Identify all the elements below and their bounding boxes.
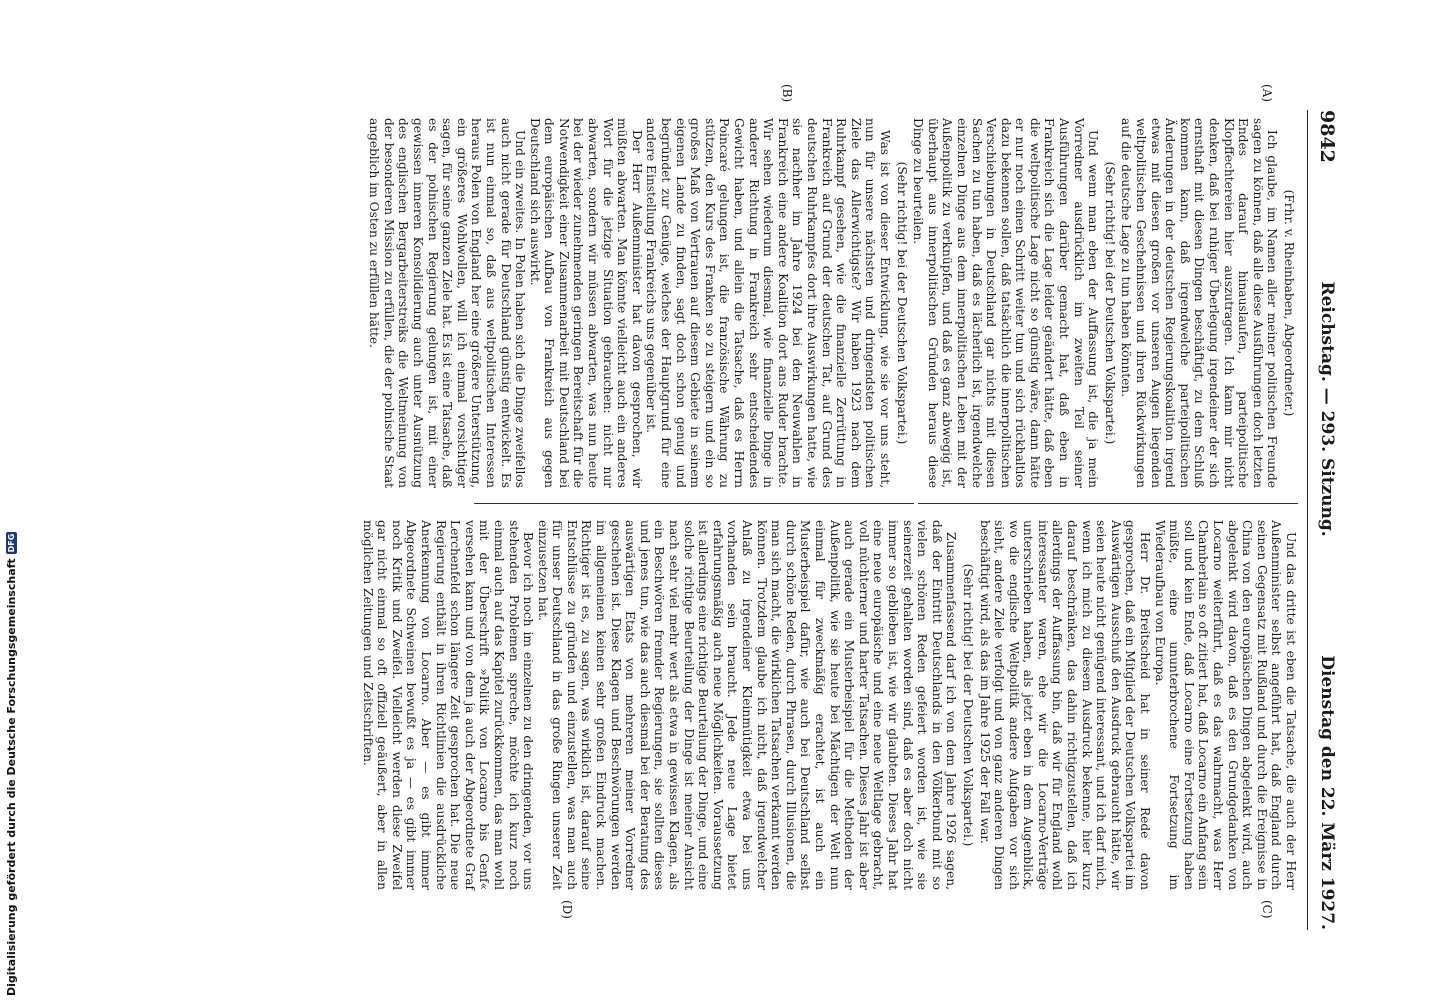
paragraph: Bevor ich noch im einzelnen zu den dringenden, vor uns stehenden Problemen spreche, möchte ich kurz noch einmal auch auf das Kapitel zurückkommen, das man wohl mit der Überschrift »Politik von Locarno bis Genf« versehen kann und von dem ja auch der Abgeordnete Graf Lerchenfeld schon längere Zeit gesprochen hat. Die neue Regierung enthält in ihren Richtlinien die ausdrückliche Anerkennung von Locarno. Aber — es gibt immer Abgeordnete Schweinen bewußt es ja — es gibt immer noch Kritik und Zweifel. Vielleicht werden diese Zweifel gar nicht einmal so oft offiziell geäußert, aber in allen möglichen Zeitungen und Zeitschriften. bbox=[360, 520, 536, 890]
page-header bbox=[1310, 0, 1344, 1000]
page-number: 9842 bbox=[1316, 110, 1338, 163]
column-divider bbox=[474, 503, 914, 504]
paragraph: Was ist von dieser Entwicklung, wie sie vor uns steht, nun für unsere nächsten und dringendsten politischen Ziele das Allerwichtigste? Wir haben 1923 nach dem Ruhrkampf gesehen, wie die finanzielle Zerrüttung in Frankreich auf Grund der deutschen Tat, auf Grund des deutschen Ruhrkampfes dort ihre Auswirkungen hatte, wie sie nachher im Jahre 1924 bei den Neuwahlen in Frankreich eine andere Koalition dort ans Ruder brachte. Wir sehen wiederum diesmal, wie finanzielle Dinge in anderer Richtung in Frankreich sehr entscheidendes Gewicht haben, und allein die Tatsache, daß es Herrn Poincaré gelungen ist, die französische Währung zu stützen, den Kurs des Franken so zu steigern und ein so großes Maß von Vertrauen auf diesem Gebiete in seinem eigenen Lande zu finden, sagt doch schon genug und begründet zur Genüge, welches der Hauptgrund für eine andere Einstellung Frankreichs uns gegenüber ist. bbox=[644, 118, 892, 488]
speaker-line: (Frhr. v. Rheinbaben, Abgeordneter.) bbox=[1282, 189, 1296, 417]
paragraph: Und wenn man eben der Auffassung ist, die ja mein Vorredner ausdrücklich im zweiten Teil seiner Ausführungen darüber gemacht hat, daß eben in Frankreich sich die Lage leider geändert hätte, daß eben die weltpolitische Lage nicht so günstig wäre, dann hätte er nur noch einen Schritt weiter tun und sich rückhaltlos dazu bekennen sollen, daß tatsächlich die innerpolitischen Verschiebungen in Deutschland gar nichts mit diesen Sachen zu tun haben, daß es lächerlich ist, irgendwelche einzelnen Dinge aus dem innerpolitischen Leben mit der Außenpolitik zu verknüpfen, und daß es ganz abwegig ist, überhaupt aus innerpolitischen Gründen heraus diese Dinge zu beurteilen. bbox=[911, 118, 1101, 488]
paragraph: Zusammenfassend darf ich von dem Jahre 1926 sagen, daß der Eintritt Deutschlands in den Völkerbund mit so vielen schönen Reden gefeiert worden ist, wie sie seinerzeit gehalten worden sind, daß es aber doch nicht immer so geblieben ist, wie wir glaubten. Dieses Jahr hat eine neue europäische und eine neue Weltlage gebracht, voll nüchterner und harter Tatsachen. Dieses Jahr ist aber auch gerade ein Musterbeispiel für die Methoden der Außenpolitik, wie sie heute bei Mächtigen der Welt nun einmal für zweckmäßig erachtet, ist auch ein Musterbeispiel dafür, wie auch bei Deutschland selbst durch schöne Reden, durch Phrasen, durch Illusionen, die man sich macht, die wirklichen Tatsachen verkannt werden können. Trotzdem glaube ich nicht, daß irgendwelcher Anlaß zu irgendeiner Kleinmütigkeit etwa bei uns vorhanden sein braucht. Jede neue Lage bietet erfahrungsmäßig auch neue Möglichkeiten. Voraussetzung ist allerdings eine richtige Beurteilung der Dinge, und eine solche richtige Beurteilung der Dinge ist meiner Ansicht nach sehr viel mehr wert als etwa in gewissen Klagen, als ein Beschwören fremder Regierungen, sie sollten dieses und jenes tun, wie das auch diesmal bei der Beratung des auswärtigen Etats von mehreren meiner Vorredner geschehen ist. Diese Klagen und Beschwörungen werden im allgemeinen keinen sehr großen Eindruck machen. Richtiger ist es, zu sagen, was wirklich ist, darauf seine Entschlüsse zu gründen und einzustellen, was man auch für unser Deutschland in das große Ringen unserer Zeit einzusetzen hat. bbox=[535, 520, 959, 890]
paragraph: Der Herr Außenminister hat davon gesprochen, wir müßten abwarten. Man könnte vielleicht auch ein anderes Wort für die jetzige Situation gebrauchen: nicht nur abwarten, sondern wir müssen abwarten, was nun heute bei der wieder zunehmenden geringen Bereitschaft für die Notwendigkeit einer Zusammenarbeit mit Deutschland bei dem europäischen Aufbau von Frankreich aus gegen Deutschland sich auswirkt. bbox=[527, 118, 644, 488]
session-date: Dienstag den 22. März 1927. bbox=[1317, 655, 1337, 930]
margin-marker-a: (A) bbox=[1260, 84, 1274, 103]
column-divider bbox=[918, 503, 1298, 504]
margin-marker-d: (D) bbox=[560, 900, 574, 919]
applause-note: (Sehr richtig! bei der Deutschen Volkspartei.) bbox=[894, 161, 909, 445]
paragraph: Und ein zweites. In Polen haben sich die Dinge zweifellos auch nicht gerade für Deutschland günstig entwickelt. Es ist nun einmal so, daß aus weltpolitischen Interessen heraus Polen von England her eine größere Unterstützung, ein größeres Wohlwollen, will ich einmal vorsichtiger sagen, für seine ganzen Ziele hat. Es ist eine Tatsache, daß es der polnischen Regierung gelungen ist, mit einer gewissen inneren Konsolidierung auch unter Ausnützung des englischen Bergarbeiterstreiks die Weltmeinung von der besonderen Mission zu erfüllen, die der polnische Staat angeblich im Osten zu erfüllen hätte. bbox=[367, 118, 528, 488]
margin-marker-c: (C) bbox=[1260, 900, 1274, 919]
paragraph: Ich glaube, im Namen aller meiner politischen Freunde sagen zu können, daß alle diese Ausführungen doch letzten Endes darauf hinauslaufen, parteipolitische Klopffechtereien hier auszutragen. Ich kann mir nicht denken, daß bei ruhiger Überlegung irgendeiner der sich ernsthaft mit diesen Dingen beschäftigt, zu dem Schluß kommen kann, daß irgendwelche parteipolitischen Änderungen in der deutschen Regierungskoalition irgend etwas mit diesen großen vor unseren Augen liegenden weltpolitischen Geschehnissen und ihren Rückwirkungen auf die deutsche Lage zu tun haben könnten. bbox=[1119, 118, 1280, 488]
right-column bbox=[360, 520, 1298, 890]
header-rule bbox=[1307, 110, 1308, 930]
applause-note: (Sehr richtig! bei der Deutschen Volkspartei.) bbox=[1102, 161, 1117, 445]
left-column bbox=[367, 118, 1298, 488]
dfg-logo: DFG bbox=[6, 533, 16, 553]
paragraph: Und das dritte ist eben die Tatsache, die auch der Herr Außenminister selbst angeführt hat, daß England durch seinen Gegensatz mit Rußland und durch die Ereignisse in China von den europäischen Dingen abgelenkt wird, auch abgelenkt wird davon, daß es den Grundgedanken von Locarno weiterführt, daß es das wahrmacht, was Herr Chamberlain so oft zitiert hat, daß Locarno ein Anfang sein soll und kein Ende, daß Locarno eine Fortsetzung haben müßte, eine ununterbrochene Fortsetzung im Wiederaufbau von Europa. bbox=[1152, 520, 1298, 890]
digitization-note-text: Digitalisierung gefördert durch die Deutsche Forschungsgemeinschaft bbox=[4, 558, 18, 996]
applause-note: (Sehr richtig! bei der Deutschen Volkspartei.) bbox=[960, 563, 975, 847]
margin-marker-b: (B) bbox=[780, 84, 794, 103]
paragraph: Herr Dr. Breitscheid hat in seiner Rede davon gesprochen, daß ein Mitglied der Deutschen Volkspartei im Auswärtigen Ausschuß den Ausdruck gebraucht hätte, wir seien heute nicht genügend interessant, und ich darf mich, wenn ich mich zu diesem Ausdruck bekenne, hier kurz darauf beschränken, das dahin richtigzustellen, daß ich allerdings der Auffassung bin, daß wir für England wohl interessanter waren, ehe wir die Locarno-Verträge unterschrieben haben, als jetzt eben in dem Augenblick, wo die englische Weltpolitik andere Aufgaben vor sich sieht, andere Ziele verfolgt und von ganz anderen Dingen beschäftigt wird, als das im Jahre 1925 der Fall war. bbox=[977, 520, 1153, 890]
session-title: Reichstag. — 293. Sitzung. bbox=[1317, 281, 1337, 537]
